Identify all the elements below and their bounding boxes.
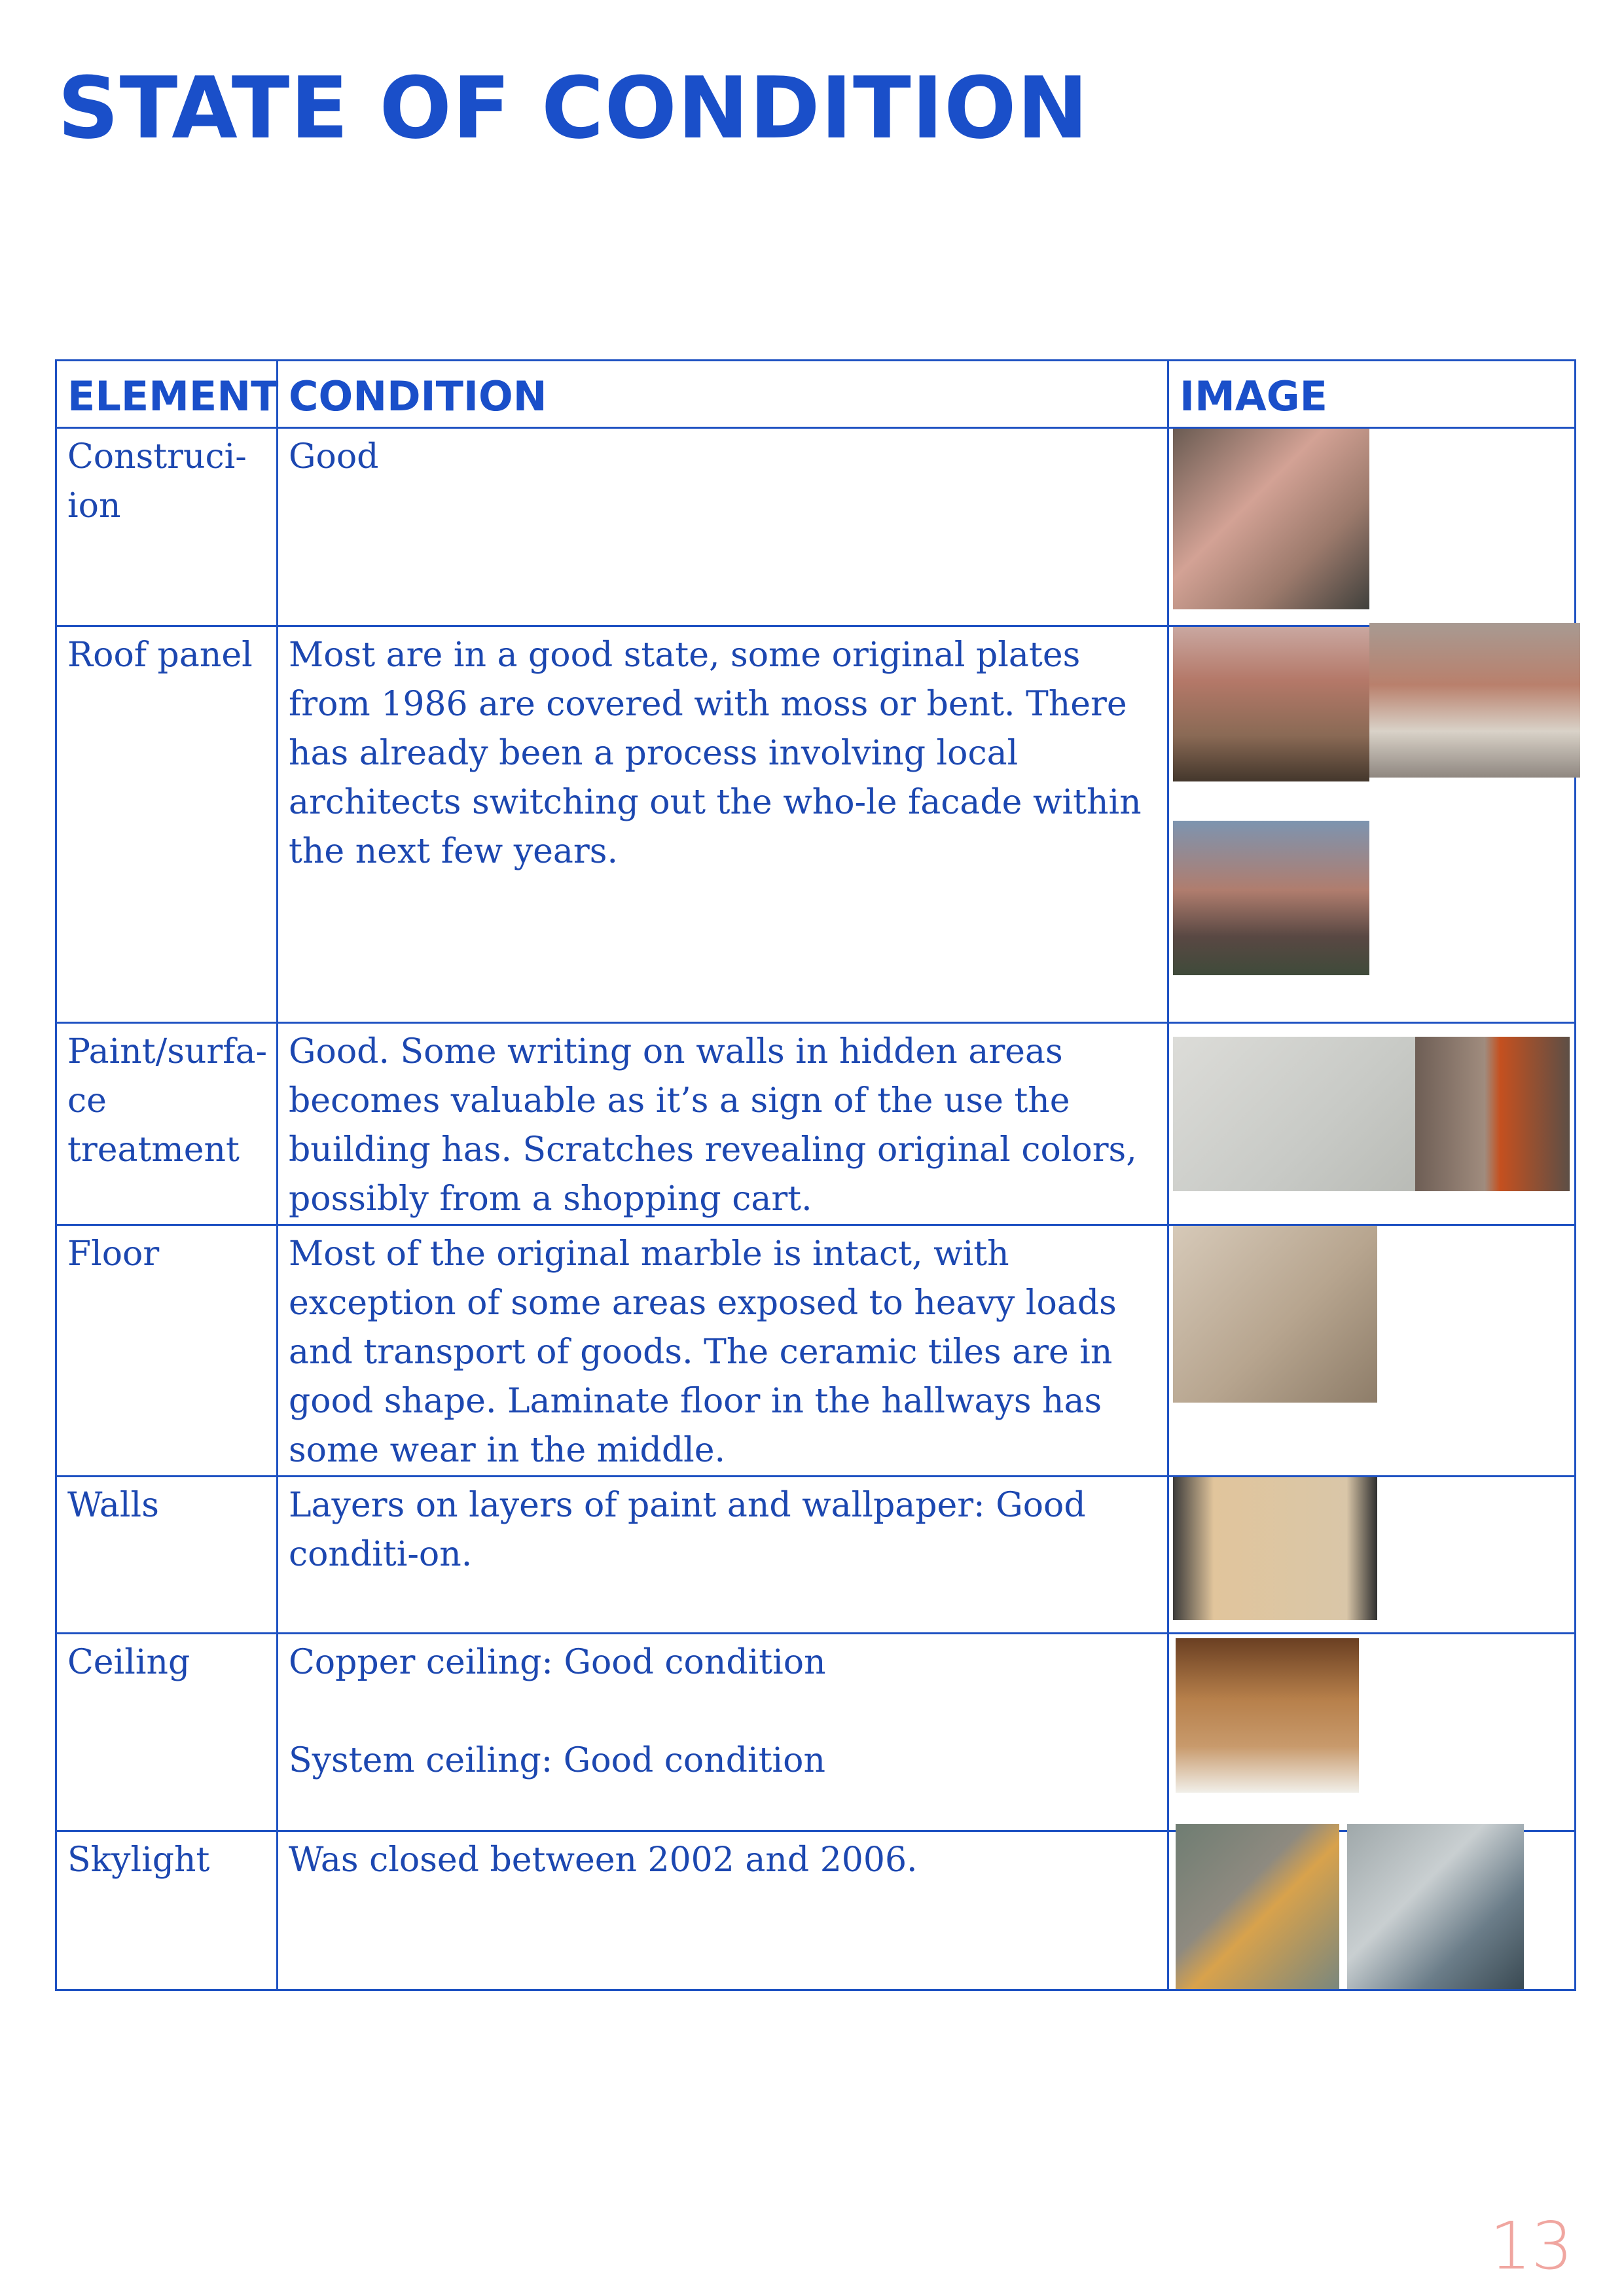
condition-text: Was closed between 2002 and 2006. bbox=[289, 1840, 918, 1880]
table-row-walls bbox=[56, 1477, 1576, 1634]
wall-writing-photo bbox=[1173, 1037, 1415, 1191]
image-cell bbox=[1168, 1831, 1576, 1990]
header-image: IMAGE bbox=[1168, 361, 1576, 428]
table-row-floor bbox=[56, 1225, 1576, 1477]
aerial-photo-1 bbox=[1176, 1824, 1339, 1989]
floor-photo bbox=[1173, 1226, 1377, 1403]
condition-text: Good. Some writing on walls in hidden areas becomes valuable as it’s a sign of the use the building has. Scratches revealing original colors, possibly from a shopping cart. bbox=[289, 1032, 1137, 1219]
element-label: Floor bbox=[67, 1234, 160, 1274]
image-cell bbox=[1168, 1634, 1576, 1831]
condition-line-copper: Copper ceiling: Good condition bbox=[289, 1643, 826, 1682]
element-label: Construci- ion bbox=[67, 437, 247, 526]
condition-cell bbox=[278, 1225, 1168, 1477]
table-row-paint-surface bbox=[56, 1023, 1576, 1225]
condition-cell bbox=[278, 1023, 1168, 1225]
table-header-row bbox=[56, 361, 1576, 428]
condition-cell bbox=[278, 1831, 1168, 1990]
table-row-construction bbox=[56, 428, 1576, 626]
header-element: ELEMENT bbox=[56, 361, 278, 428]
condition-cell bbox=[278, 428, 1168, 626]
image-cell bbox=[1168, 1225, 1576, 1477]
element-cell bbox=[56, 428, 278, 626]
element-label: Paint/surfa- ce treatment bbox=[67, 1032, 268, 1170]
condition-text: Most are in a good state, some original plates from 1986 are covered with moss or bent. There has already been a process involving local architects switching out the who-le facade within the next few years. bbox=[289, 636, 1142, 871]
element-label: Skylight bbox=[67, 1840, 210, 1880]
element-cell bbox=[56, 1023, 278, 1225]
header-condition: CONDITION bbox=[278, 361, 1168, 428]
condition-text: Good bbox=[289, 437, 379, 476]
element-label: Ceiling bbox=[67, 1643, 190, 1682]
condition-table bbox=[55, 359, 1576, 1991]
image-cell bbox=[1168, 626, 1576, 1023]
table-row-ceiling bbox=[56, 1634, 1576, 1831]
roof-photo-1 bbox=[1173, 627, 1369, 781]
image-cell bbox=[1168, 1477, 1576, 1634]
table-row-roof-panel bbox=[56, 626, 1576, 1023]
image-cell bbox=[1168, 1023, 1576, 1225]
walls-photo bbox=[1173, 1477, 1377, 1620]
condition-text: Most of the original marble is intact, with exception of some areas exposed to heavy loads and transport of goods. The ceramic tiles are in good shape. Laminate floor in the hallways has some wear in the middle. bbox=[289, 1234, 1117, 1470]
page-title: STATE OF CONDITION bbox=[58, 58, 1089, 158]
table-row-skylight bbox=[56, 1831, 1576, 1990]
copper-ceiling-photo bbox=[1176, 1638, 1359, 1793]
condition-text: Layers on layers of paint and wallpaper: Good conditi-on. bbox=[289, 1486, 1086, 1574]
element-cell bbox=[56, 1477, 278, 1634]
roof-photo-2 bbox=[1369, 623, 1580, 778]
element-cell bbox=[56, 1831, 278, 1990]
aerial-photo-2 bbox=[1347, 1824, 1524, 1989]
condition-cell bbox=[278, 626, 1168, 1023]
scratched-column-photo bbox=[1415, 1037, 1570, 1191]
element-cell bbox=[56, 1225, 278, 1477]
condition-line-system: System ceiling: Good condition bbox=[289, 1741, 825, 1780]
roof-photo-3 bbox=[1173, 821, 1369, 975]
condition-cell bbox=[278, 1477, 1168, 1634]
element-cell bbox=[56, 1634, 278, 1831]
construction-photo bbox=[1173, 429, 1369, 609]
element-label: Roof panel bbox=[67, 636, 253, 675]
page-number: 13 bbox=[1489, 2208, 1573, 2284]
element-cell bbox=[56, 626, 278, 1023]
image-cell bbox=[1168, 428, 1576, 626]
element-label: Walls bbox=[67, 1486, 159, 1525]
condition-cell bbox=[278, 1634, 1168, 1831]
